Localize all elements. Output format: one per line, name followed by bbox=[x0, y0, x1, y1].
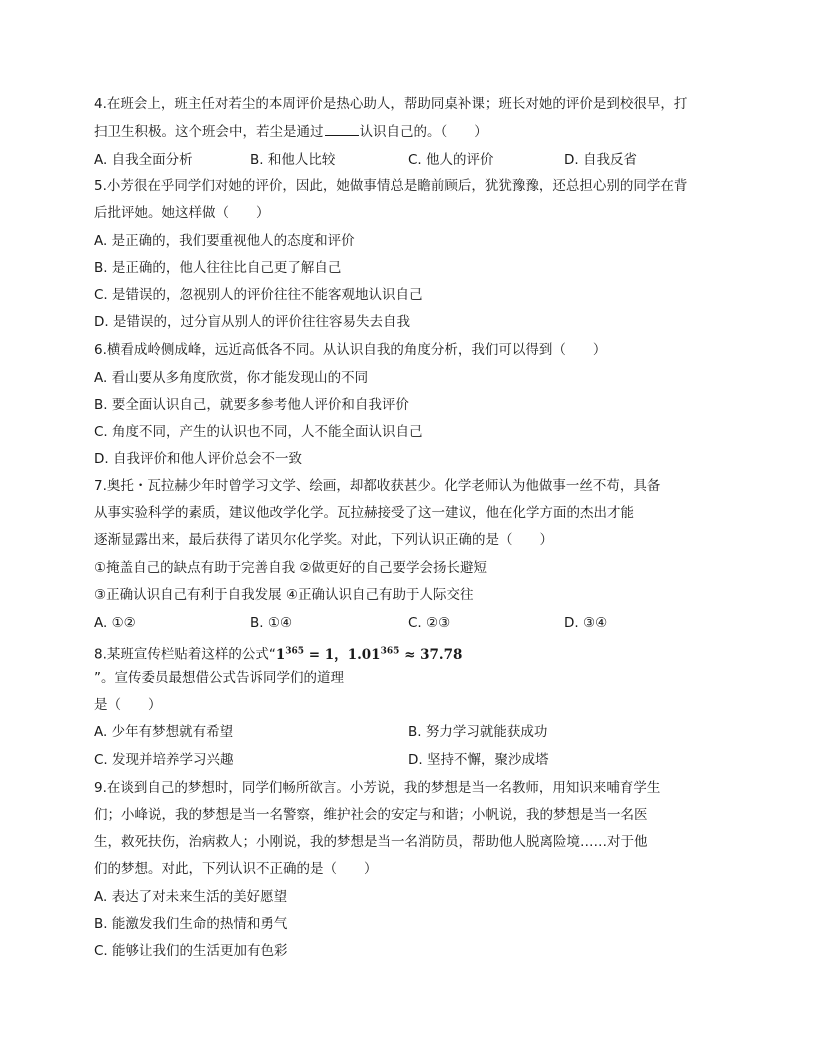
q4-stem-line-1: 4.在班会上，班主任对若尘的本周评价是热心助人，帮助同桌补课；班长对她的评价是到校很早，打 bbox=[94, 96, 688, 112]
q8-option-d[interactable]: D. 坚持不懈，聚沙成塔 bbox=[408, 752, 549, 768]
q7-statements-1: ①掩盖自己的缺点有助于完善自我 ②做更好的自己要学会扬长避短 bbox=[94, 560, 487, 576]
q7-statements-2: ③正确认识自己有利于自我发展 ④正确认识自己有助于人际交往 bbox=[94, 587, 474, 603]
q8-option-a[interactable]: A. 少年有梦想就有希望 bbox=[94, 724, 234, 740]
formula-1-exponent: 365 bbox=[285, 646, 305, 656]
q5-option-c[interactable]: C. 是错误的，忽视别人的评价往往不能客观地认识自己 bbox=[94, 287, 423, 303]
q4-answer-blank bbox=[325, 121, 359, 136]
q5-option-a[interactable]: A. 是正确的，我们要重视他人的态度和评价 bbox=[94, 233, 355, 249]
q7-option-d[interactable]: D. ③④ bbox=[564, 615, 608, 631]
q6-option-d[interactable]: D. 自我评价和他人评价总会不一致 bbox=[94, 451, 302, 467]
q7-stem-line-1: 7.奥托・瓦拉赫少年时曾学习文学、绘画，却都收获甚少。化学老师认为他做事一丝不苟，具备 bbox=[94, 478, 661, 494]
formula-2-base: 1.01 bbox=[347, 646, 381, 663]
q4-stem-part-a: 扫卫生积极。这个班会中，若尘是通过 bbox=[94, 124, 324, 140]
formula-2-result: ≈ 37.78 bbox=[399, 646, 463, 663]
q7-stem-line-3: 逐渐显露出来，最后获得了诺贝尔化学奖。对此，下列认识正确的是（ ） bbox=[94, 532, 553, 548]
formula-1-base: 1 bbox=[275, 646, 286, 663]
q9-stem-line-1: 9.在谈到自己的梦想时，同学们畅所欲言。小芳说，我的梦想是当一名教师，用知识来哺育学生 bbox=[94, 780, 661, 796]
q4-option-d[interactable]: D. 自我反省 bbox=[564, 152, 637, 168]
q8-stem-line-3: 是（ ） bbox=[94, 697, 162, 713]
q4-stem-line-2 bbox=[94, 121, 488, 142]
q6-option-b[interactable]: B. 要全面认识自己，就要多参考他人评价和自我评价 bbox=[94, 397, 409, 413]
q8-option-c[interactable]: C. 发现并培养学习兴趣 bbox=[94, 752, 234, 768]
q7-option-b[interactable]: B. ①④ bbox=[250, 615, 293, 631]
q8-stem-line-1 bbox=[94, 641, 462, 665]
q9-stem-line-3: 生，救死扶伤，治病救人；小刚说，我的梦想是当一名消防员，帮助他人脱离险境……对于他 bbox=[94, 834, 648, 850]
q4-stem-part-b: 认识自己的。（ ） bbox=[359, 124, 488, 140]
q9-stem-line-2: 们；小峰说，我的梦想是当一名警察，维护社会的安定与和谐；小帆说，我的梦想是当一名医 bbox=[94, 807, 648, 823]
q5-option-b[interactable]: B. 是正确的，他人往往比自己更了解自己 bbox=[94, 260, 342, 276]
q9-stem-line-4: 们的梦想。对此，下列认识不正确的是（ ） bbox=[94, 861, 378, 877]
q8-formula bbox=[276, 647, 463, 663]
formula-2-exponent: 365 bbox=[380, 646, 400, 656]
q6-stem-line-1: 6.横看成岭侧成峰，远近高低各不同。从认识自我的角度分析，我们可以得到（ ） bbox=[94, 342, 607, 358]
q7-stem-line-2: 从事实验科学的素质，建议他改学化学。瓦拉赫接受了这一建议，他在化学方面的杰出才能 bbox=[94, 505, 634, 521]
q5-stem-line-2: 后批评她。她这样做（ ） bbox=[94, 205, 270, 221]
q9-option-b[interactable]: B. 能激发我们生命的热情和勇气 bbox=[94, 916, 288, 932]
q6-option-a[interactable]: A. 看山要从多角度欣赏，你才能发现山的不同 bbox=[94, 370, 369, 386]
q5-stem-line-1: 5.小芳很在乎同学们对她的评价，因此，她做事情总是瞻前顾后，犹犹豫豫，还总担心别的同学在背 bbox=[94, 178, 688, 194]
q8-stem-text: 8.某班宣传栏贴着这样的公式“ bbox=[94, 646, 276, 663]
q6-option-c[interactable]: C. 角度不同，产生的认识也不同，人不能全面认识自己 bbox=[94, 424, 423, 440]
q9-option-c[interactable]: C. 能够让我们的生活更加有色彩 bbox=[94, 943, 288, 959]
q5-option-d[interactable]: D. 是错误的，过分盲从别人的评价往往容易失去自我 bbox=[94, 314, 410, 330]
q4-option-c[interactable]: C. 他人的评价 bbox=[408, 152, 494, 168]
q7-option-c[interactable]: C. ②③ bbox=[408, 615, 451, 631]
q4-option-b[interactable]: B. 和他人比较 bbox=[250, 152, 336, 168]
q4-option-a[interactable]: A. 自我全面分析 bbox=[94, 152, 193, 168]
q8-stem-line-2: ”。宣传委员最想借公式告诉同学们的道理 bbox=[94, 670, 344, 686]
q7-option-a[interactable]: A. ①② bbox=[94, 615, 136, 631]
q9-option-a[interactable]: A. 表达了对未来生活的美好愿望 bbox=[94, 889, 288, 905]
formula-1-result: = 1， bbox=[304, 646, 348, 663]
q8-option-b[interactable]: B. 努力学习就能获成功 bbox=[408, 724, 548, 740]
